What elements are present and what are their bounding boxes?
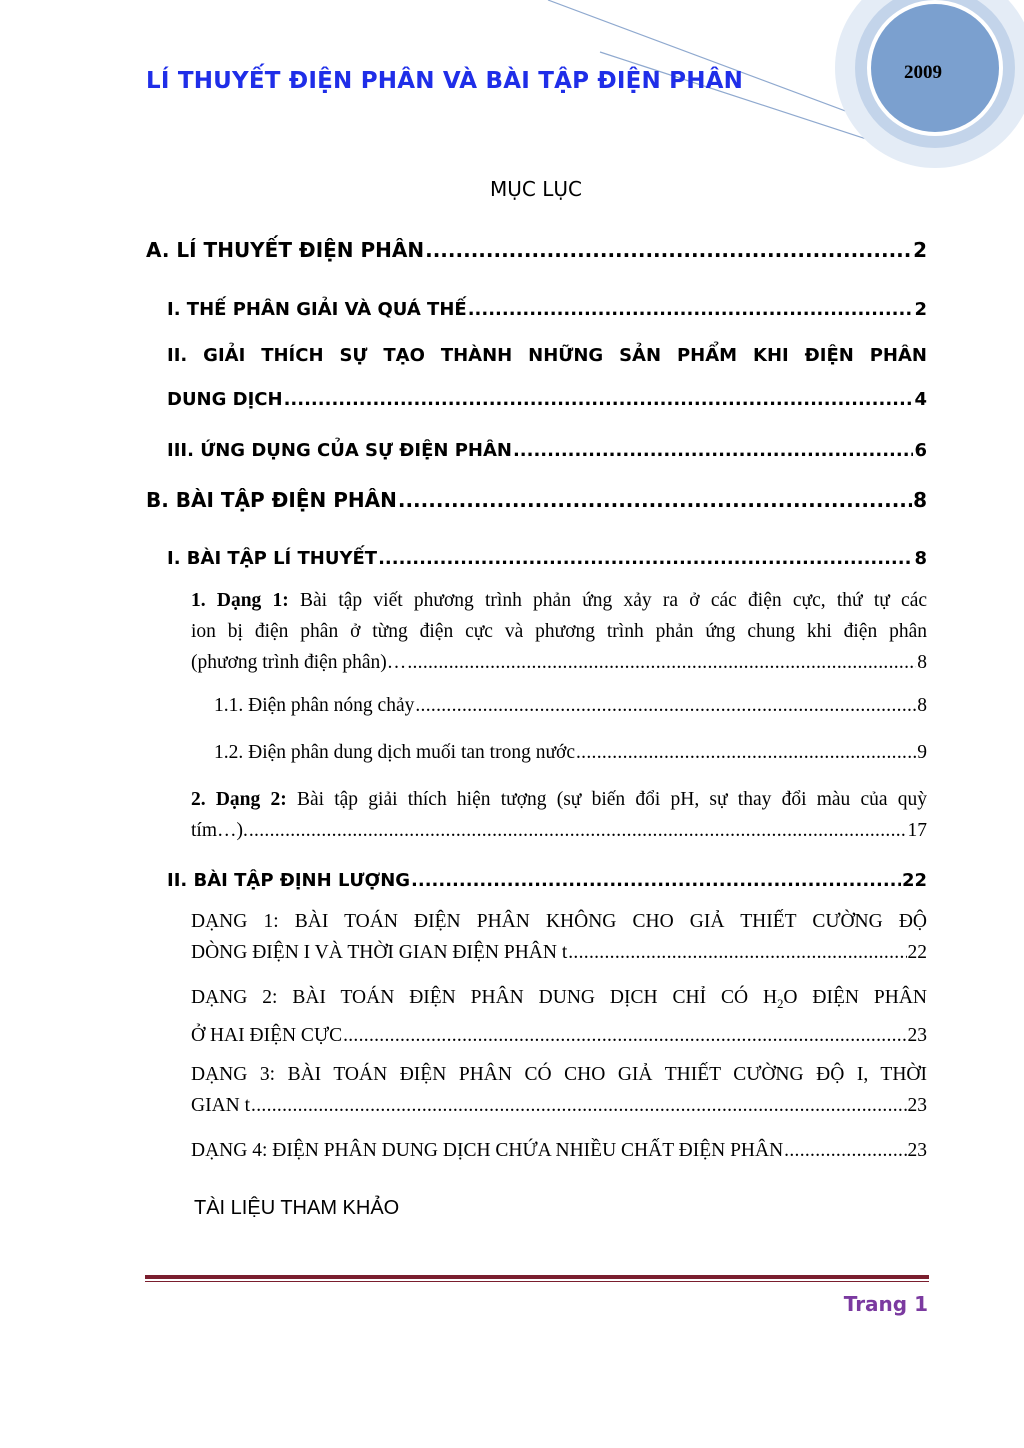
toc-entry-label-line2: DÒNG ĐIỆN I VÀ THỜI GIAN ĐIỆN PHÂN t bbox=[191, 942, 568, 963]
toc-entry-a3[interactable] bbox=[167, 440, 927, 461]
toc-entry-label-line2: tím…). bbox=[191, 820, 248, 841]
header-year: 2009 bbox=[904, 62, 942, 83]
header-title: LÍ THUYẾT ĐIỆN PHÂN VÀ BÀI TẬP ĐIỆN PHÂN bbox=[146, 68, 744, 94]
header-circles-graphic bbox=[0, 0, 1024, 200]
dot-leader bbox=[284, 389, 914, 410]
toc-entry-page: 8 bbox=[914, 548, 927, 569]
toc-entry-label: 1.1. Điện phân nóng chảy bbox=[214, 695, 415, 716]
toc-entry-q1[interactable] bbox=[191, 906, 927, 968]
toc-entry-label-line1-pre: DẠNG 2: BÀI TOÁN ĐIỆN PHÂN DUNG DỊCH CHỈ CÓ H bbox=[191, 987, 778, 1008]
toc-entry-a2[interactable] bbox=[167, 345, 927, 410]
dot-leader bbox=[576, 737, 916, 768]
dot-leader bbox=[425, 238, 912, 262]
toc-entry-label: A. LÍ THUYẾT ĐIỆN PHÂN bbox=[146, 238, 425, 262]
toc-entry-bold-label: 1. Dạng 1: bbox=[191, 590, 289, 611]
toc-entry-label-line3: (phương trình điện phân)… bbox=[191, 652, 407, 673]
toc-entry-page: 8 bbox=[917, 695, 927, 716]
toc-entry-page: 22 bbox=[901, 870, 927, 891]
dot-leader bbox=[398, 488, 912, 512]
toc-entry-page: 6 bbox=[914, 440, 927, 461]
toc-entry-label-line1: Bài tập viết phương trình phản ứng xảy ra ở các điện cực, thứ tự các bbox=[288, 590, 928, 611]
toc-entry-page: 8 bbox=[917, 652, 927, 673]
dot-leader bbox=[378, 548, 913, 569]
toc-entry-q2[interactable] bbox=[191, 982, 927, 1051]
toc-entry-page: 22 bbox=[907, 942, 927, 963]
footer-rule-thick bbox=[145, 1275, 929, 1279]
toc-entry-page: 2 bbox=[914, 299, 927, 320]
toc-entry-label: II. BÀI TẬP ĐỊNH LƯỢNG bbox=[167, 870, 411, 891]
toc-title: MỤC LỤC bbox=[490, 177, 582, 201]
toc-entry-label: DẠNG 4: ĐIỆN PHÂN DUNG DỊCH CHỨA NHIỀU CHẤT ĐIỆN PHÂN bbox=[191, 1140, 784, 1161]
dot-leader bbox=[407, 647, 916, 678]
toc-entry-label-line1: DẠNG 3: BÀI TOÁN ĐIỆN PHÂN CÓ CHO GIẢ THIẾT CƯỜNG ĐỘ I, THỜI bbox=[191, 1064, 927, 1085]
footer-rule-thin bbox=[145, 1281, 929, 1282]
dot-leader bbox=[251, 1090, 906, 1121]
toc-entry-label-line2: DUNG DỊCH bbox=[167, 389, 283, 410]
toc-entry-page: 23 bbox=[907, 1024, 927, 1046]
toc-entry-page: 23 bbox=[907, 1140, 927, 1161]
toc-entry-label: 1.2. Điện phân dung dịch muối tan trong nước bbox=[214, 742, 575, 763]
toc-entry-b1[interactable] bbox=[167, 548, 927, 569]
toc-entry-label-line1: Bài tập giải thích hiện tượng (sự biến đổi pH, sự thay đổi màu của quỳ bbox=[286, 789, 928, 810]
subscript: 2 bbox=[777, 996, 784, 1011]
toc-entry-label-line2: GIAN t bbox=[191, 1095, 251, 1116]
toc-entry-references[interactable]: TÀI LIỆU THAM KHẢO bbox=[194, 1197, 400, 1219]
toc-entry-b2[interactable] bbox=[167, 870, 927, 891]
toc-entry-page: 9 bbox=[917, 742, 927, 763]
toc-entry-page: 8 bbox=[913, 488, 927, 512]
dot-leader bbox=[784, 1135, 906, 1166]
dot-leader bbox=[415, 690, 916, 721]
toc-entry-dang1[interactable] bbox=[191, 585, 927, 678]
toc-entry-q4[interactable] bbox=[191, 1135, 927, 1166]
toc-entry-label-line2: Ở HAI ĐIỆN CỰC bbox=[191, 1024, 343, 1046]
toc-entry-q3[interactable] bbox=[191, 1059, 927, 1121]
toc-entry-label: I. BÀI TẬP LÍ THUYẾT bbox=[167, 548, 378, 569]
dot-leader bbox=[411, 870, 901, 891]
toc-entry-section-b[interactable] bbox=[146, 488, 927, 512]
toc-entry-dang1-2[interactable] bbox=[214, 737, 927, 768]
page-number-label: Trang 1 bbox=[843, 1292, 928, 1316]
toc-entry-dang1-1[interactable] bbox=[214, 690, 927, 721]
toc-entry-label-line1: II. GIẢI THÍCH SỰ TẠO THÀNH NHỮNG SẢN PHẨM KHI ĐIỆN PHÂN bbox=[167, 345, 927, 366]
toc-entry-page: 23 bbox=[907, 1095, 927, 1116]
toc-entry-page: 2 bbox=[913, 238, 927, 262]
toc-entry-label: I. THẾ PHÂN GIẢI VÀ QUÁ THẾ bbox=[167, 299, 467, 320]
toc-entry-label-line1-post: O ĐIỆN PHÂN bbox=[783, 987, 927, 1008]
toc-entry-label: III. ỨNG DỤNG CỦA SỰ ĐIỆN PHÂN bbox=[167, 440, 512, 461]
toc-entry-bold-label: 2. Dạng 2: bbox=[191, 789, 287, 810]
toc-entry-label-line2: ion bị điện phân ở từng điện cực và phương trình phản ứng chung khi điện phân bbox=[191, 621, 927, 642]
toc-entry-label-line1: DẠNG 1: BÀI TOÁN ĐIỆN PHÂN KHÔNG CHO GIẢ THIẾT CƯỜNG ĐỘ bbox=[191, 911, 927, 932]
dot-leader bbox=[249, 815, 907, 846]
dot-leader bbox=[513, 440, 914, 461]
toc-entry-dang2[interactable] bbox=[191, 784, 927, 846]
toc-entry-page: 17 bbox=[907, 820, 927, 841]
dot-leader bbox=[568, 937, 906, 968]
toc-entry-section-a[interactable] bbox=[146, 238, 927, 262]
dot-leader bbox=[343, 1020, 906, 1051]
dot-leader bbox=[468, 299, 914, 320]
toc-entry-label: B. BÀI TẬP ĐIỆN PHÂN bbox=[146, 488, 397, 512]
toc-entry-a1[interactable] bbox=[167, 299, 927, 320]
toc-entry-page: 4 bbox=[914, 389, 927, 410]
